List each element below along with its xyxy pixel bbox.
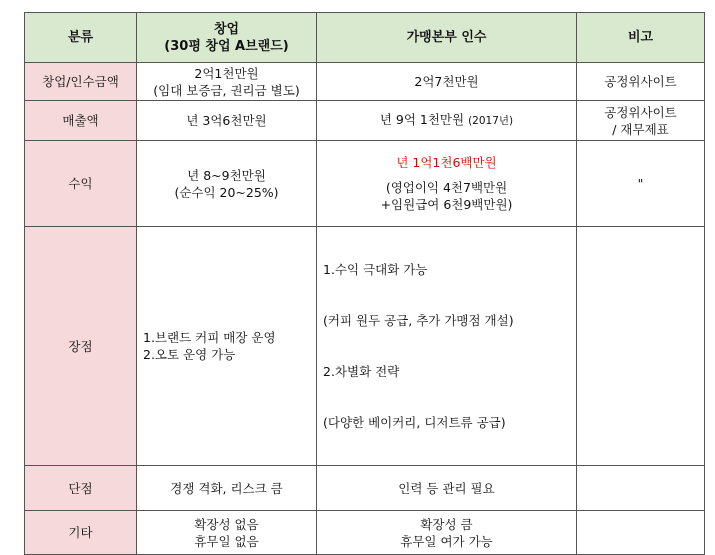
cell-startup — [137, 511, 317, 555]
cell-text: (영업이익 4천7백만원 — [385, 180, 508, 195]
row-label: 매출액 — [25, 101, 137, 141]
cell-text: 휴무일 없음 — [194, 533, 259, 549]
header-startup-title: 창업 — [213, 21, 240, 37]
cell-text: 2.차별화 전략 — [323, 364, 400, 379]
table-row — [25, 511, 705, 555]
cell-text: 1.브랜드 커피 매장 운영 — [143, 330, 276, 345]
table-row — [25, 227, 705, 466]
cell-highlight-text: 년 1억1천6백만원 — [396, 155, 497, 170]
cell-text: 년 3억6천만원 — [186, 113, 267, 128]
cell-text: 2억7천만원 — [414, 74, 479, 89]
cell-note — [577, 227, 705, 466]
table-row — [25, 141, 705, 227]
cell-text: 1.수익 극대화 가능 — [323, 262, 428, 277]
cell-startup — [137, 101, 317, 141]
row-label: 단점 — [25, 466, 137, 511]
cell-note — [577, 466, 705, 511]
row-label: 수익 — [25, 141, 137, 227]
table-row — [25, 101, 705, 141]
row-label: 장점 — [25, 227, 137, 466]
cell-startup — [137, 63, 317, 101]
cell-text: 확장성 없음 — [194, 516, 259, 532]
cell-text: 공정위사이트 — [604, 104, 677, 120]
comparison-table — [24, 12, 705, 555]
cell-text: 년 8~9천만원 — [187, 167, 266, 183]
header-startup-sub: (30평 창업 A브랜드) — [164, 38, 289, 54]
cell-text: 공정위사이트 — [604, 74, 677, 89]
table-row — [25, 63, 705, 101]
cell-text: 경쟁 격화, 리스크 큼 — [170, 480, 283, 496]
cell-note — [577, 511, 705, 555]
row-label: 창업/인수금액 — [25, 63, 137, 101]
cell-startup — [137, 466, 317, 511]
cell-text: 휴무일 여가 가능 — [400, 533, 493, 549]
cell-acquire — [317, 511, 577, 555]
cell-text: +임원급여 6천9백만원) — [380, 197, 513, 212]
cell-text: 2.오토 운영 가능 — [143, 347, 236, 362]
header-category: 분류 — [25, 13, 137, 63]
header-startup — [137, 13, 317, 63]
cell-text: (커피 원두 공급, 추가 가맹점 개설) — [323, 313, 514, 328]
cell-text: (임대 보증금, 권리금 별도) — [153, 82, 300, 98]
cell-startup — [137, 227, 317, 466]
cell-text: (순수익 20~25%) — [174, 184, 279, 200]
cell-text: 확장성 큼 — [420, 516, 473, 532]
cell-text: / 재무제표 — [612, 121, 669, 137]
cell-note — [577, 101, 705, 141]
cell-startup — [137, 141, 317, 227]
cell-acquire — [317, 63, 577, 101]
cell-note — [577, 63, 705, 101]
cell-acquire — [317, 101, 577, 141]
cell-year-note: (2017년) — [468, 115, 514, 127]
cell-text: 2억1천만원 — [194, 65, 259, 81]
header-acquire: 가맹본부 인수 — [317, 13, 577, 63]
cell-text: 인력 등 관리 필요 — [398, 480, 495, 496]
cell-acquire — [317, 466, 577, 511]
header-row — [25, 13, 705, 63]
cell-acquire — [317, 227, 577, 466]
row-label: 기타 — [25, 511, 137, 555]
cell-text: 년 9억 1천만원 — [379, 112, 465, 127]
table-row — [25, 466, 705, 511]
cell-text: (다양한 베이커리, 디저트류 공급) — [323, 415, 506, 430]
cell-acquire — [317, 141, 577, 227]
cell-note — [577, 141, 705, 227]
cell-text: " — [637, 176, 644, 191]
header-note: 비고 — [577, 13, 705, 63]
